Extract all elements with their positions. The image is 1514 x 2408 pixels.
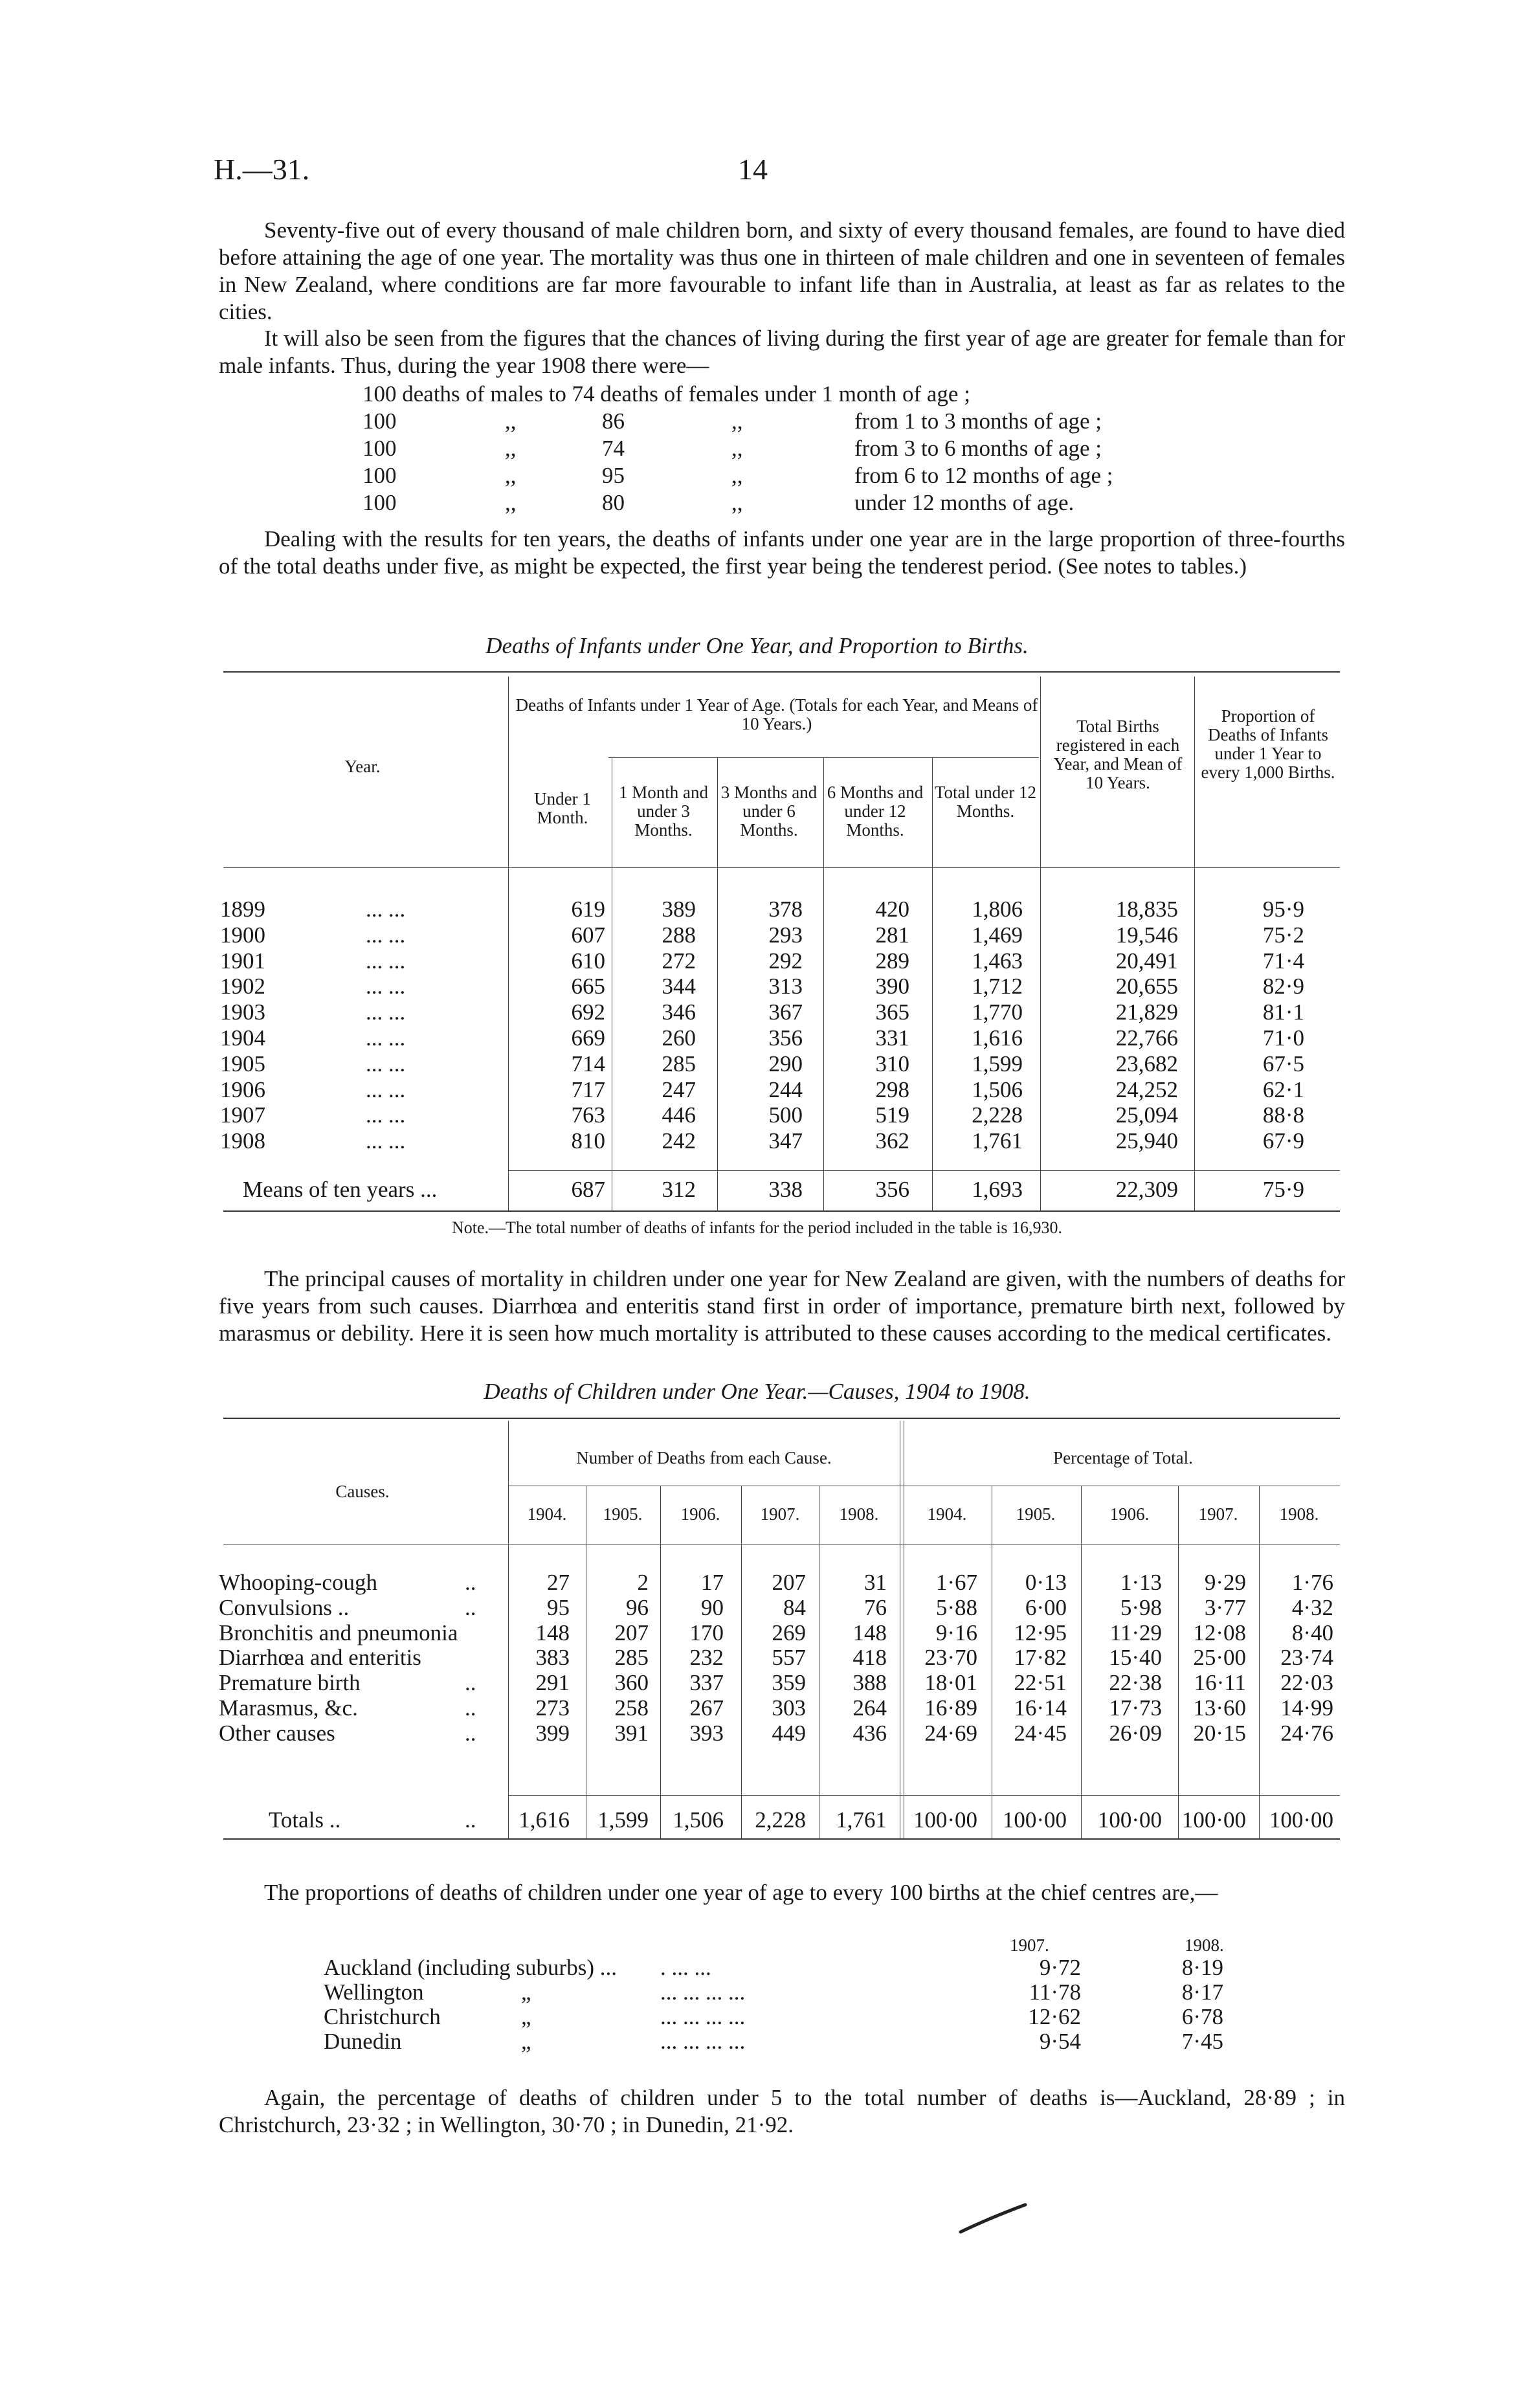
table1-cell: 810 bbox=[571, 1128, 605, 1154]
ratio-list bbox=[362, 381, 1204, 517]
centre-name: Christchurch bbox=[324, 2004, 441, 2029]
table1-means-cell: 312 bbox=[662, 1177, 696, 1202]
table1-col-3to6: 3 Months and under 6 Months. bbox=[720, 783, 818, 840]
table2-number-cell: 84 bbox=[783, 1594, 806, 1620]
table1-dots: ... ... bbox=[366, 948, 406, 974]
table2-year-header: 1906. bbox=[1109, 1504, 1150, 1524]
table1-dots: ... ... bbox=[366, 922, 406, 948]
table1-cell: 1,469 bbox=[972, 922, 1023, 948]
table2-total-number: 1,616 bbox=[518, 1807, 570, 1833]
table2-percent-cell: 0·13 bbox=[1025, 1570, 1067, 1595]
table1-cell: 610 bbox=[571, 948, 605, 974]
table1-cell: 446 bbox=[662, 1102, 696, 1128]
table2-number-cell: 17 bbox=[701, 1570, 724, 1595]
table1-cell: 260 bbox=[662, 1025, 696, 1051]
table1-cell: 288 bbox=[662, 922, 696, 948]
table1-dots: ... ... bbox=[366, 897, 406, 922]
table2-percent-cell: 1·76 bbox=[1291, 1570, 1333, 1595]
table1-cell: 763 bbox=[571, 1102, 605, 1128]
table2-percent-cell: 22·38 bbox=[1109, 1670, 1162, 1696]
table1-cell: 71·4 bbox=[1262, 948, 1304, 974]
table2-total-number: 1,506 bbox=[673, 1807, 724, 1833]
ratio-row: 100 ,, 95 ,, from 6 to 12 months of age ; bbox=[362, 463, 1113, 488]
table2-percent-cell: 23·74 bbox=[1280, 1645, 1333, 1671]
table1-year-cell: 1904 bbox=[220, 1025, 265, 1051]
table1-cell: 519 bbox=[875, 1102, 909, 1128]
table2-cause-cell: Diarrhœa and enteritis bbox=[219, 1645, 421, 1671]
centre-dots: ... ... ... ... bbox=[660, 2004, 746, 2029]
table2-year-header: 1907. bbox=[760, 1504, 800, 1524]
table1-cell: 281 bbox=[875, 922, 909, 948]
table1-cell: 62·1 bbox=[1262, 1076, 1304, 1102]
table2-percent-cell: 9·29 bbox=[1204, 1570, 1246, 1595]
table1-cell: 420 bbox=[875, 897, 909, 922]
table2-total-number: 1,761 bbox=[836, 1807, 887, 1833]
table1-year-cell: 1906 bbox=[220, 1076, 265, 1102]
ratio-row: 100 deaths of males to 74 deaths of females under 1 month of age ; bbox=[362, 381, 970, 407]
table1-means-cell: 356 bbox=[875, 1177, 909, 1202]
table2-totals-label: Totals .. bbox=[269, 1807, 341, 1833]
table1-year-cell: 1899 bbox=[220, 897, 265, 922]
ratio-row: 100 ,, 86 ,, from 1 to 3 months of age ; bbox=[362, 408, 1102, 434]
table2-number-cell: 359 bbox=[772, 1670, 806, 1696]
table2-percent-cell: 16·14 bbox=[1014, 1695, 1067, 1721]
table2-bottom-rule bbox=[223, 1838, 1340, 1840]
table1-cell: 313 bbox=[768, 974, 803, 999]
table2-percentage-header: Percentage of Total. bbox=[1053, 1448, 1193, 1467]
table2-number-cell: 264 bbox=[852, 1695, 887, 1721]
table2-number-cell: 207 bbox=[614, 1620, 649, 1645]
table1-year-cell: 1901 bbox=[220, 948, 265, 974]
centre-dots: ... ... ... ... bbox=[660, 2029, 746, 2054]
table1-cell: 2,228 bbox=[972, 1102, 1023, 1128]
table1-cell: 244 bbox=[768, 1076, 803, 1102]
table1-cell: 1,761 bbox=[972, 1128, 1023, 1154]
centre-1907-value: 11·78 bbox=[1029, 1979, 1081, 2005]
table2-year-header: 1904. bbox=[527, 1504, 567, 1524]
table2-percent-cell: 3·77 bbox=[1204, 1594, 1246, 1620]
table1-cell: 347 bbox=[768, 1128, 803, 1154]
table1-proportion-header: Proportion of Deaths of Infants under 1 Year to every 1,000 Births. bbox=[1201, 706, 1335, 782]
table1-year-cell: 1903 bbox=[220, 999, 265, 1025]
document-page: H.—31. 14 Seventy-five out of every thousand of male children born, and sixty of every thousand females, are found to have died before attaining the age of one year. The mortality was thus one in thirteen of male children and one in seventeen of females in New Zealand, where conditions are far more favourable to infant life than in Australia, at least as far as relates to the cities. It will also be seen from the figures that the chances of living during the first year of age are greater for female than for male infants. Thus, during the year 1908 there were— 100 deaths of males to 74 deaths of females under 1 month of age ; 100 ,, 86 ,, from 1 to 3 months of age ; 100 ,, 74 ,, from 3 to 6 months of age ; 100 ,, 95 ,, from 6 to 12 months of age ; 100 ,, 80 ,, under 12 months of age. Dealing with the results for ten years, the deaths of infants under one year are in the large proportion of three-fourths of the total deaths under five, as might be expected, the first year being the tenderest period. (See notes to tables.) Deaths of Infants under One Year, and Proportion to Births. Year. Deaths of Infants under 1 Year of Age. (Totals for each Year, and Means of 10 Years.) Under 1 Month. 1 Month and under 3 Months. 3 Months and under 6 Months. 6 Months and under 12 Months. Total under 12 Months. Total Births registered in each Year, and Mean of 10 Years. Proportion of Deaths of Infants under 1 Year to every 1,000 Births. 1899 ... ... 619 389 378 420 1,806 18,835 95·9 1900 ... ... 607 288 293 281 1,469 19,546 75·2 1901 ... ... 610 272 292 289 1,463 20,491 71·4 1902 ... ... 665 344 313 390 1,712 20,655 82·9 1903 ... ... 692 346 367 365 1,770 21,829 81·1 1904 ... ... 669 260 356 331 1,616 22,766 71·0 1905 ... ... 714 285 290 310 1,599 23,682 67·5 1906 ... ... 717 247 244 298 1,506 24,252 62·1 1907 ... ... 763 446 500 519 2,228 25,094 88·8 1908 ... ... 810 242 347 362 1,761 25,940 67·9 Means of ten years ... 687 312 338 356 1,693 22,309 75·9 Note.—The total number of deaths of infants for the period included in the table is 16,930. The principal causes of mortality in children under one year for New Zealand are given, with the numbers of deaths for five years from such causes. Diarrhœa and enteritis stand first in order of importance, premature birth next, followed by marasmus or debility. Here it is seen how much mortality is attributed to these causes according to the medical certificates. Deaths of Children under One Year.—Causes, 1904 to 1908. Causes. Number of Deaths from each Cause. Percentage of Total. 1904. 1904. 1905. 1905. 1906. 1906. 1907. 1907. 1908. 1908. Whooping-cough .. 27 2 17 207 31 1·67 0·13 1·13 9·29 1·76 Convulsions .. .. 95 96 90 84 76 5·88 6·00 5·98 3·77 4·32 Bronchitis and pneumonia 148 207 170 269 148 9·16 12·95 11·29 12·08 8·40 Diarrhœa and enteritis 383 285 232 557 418 23·70 17·82 15·40 25·00 23·74 Premature birth .. 291 360 337 359 388 18·01 22·51 22·38 16·11 22·03 Marasmus, &c. .. 273 258 267 303 264 16·89 16·14 17·73 13·60 14·99 Other causes .. 399 391 393 449 436 24·69 24·45 26·09 20·15 24·76 Totals .. .. 1,616 1,599 1,506 2,228 1,761 100·00 100·00 100·00 100·00 100·00 The proportions of deaths of children under one year of age to every 100 births at the chief centres are,— 1907. 1908. Auckland (including suburbs) ... . ... ... 9·72 8·19 Wellington „ ... ... ... ... 11·78 8·17 Christchurch „ ... ... ... ... 12·62 6·78 Dunedin „ ... ... ... ... 9·54 7·45 Again, the percentage of deaths of children under 5 to the total number of deaths is—Auckland, 28·89 ; in Christchurch, 23·32 ; in Wellington, 30·70 ; in Dunedin, 21·92. bbox=[0, 0, 1514, 2408]
table2-number-cell: 232 bbox=[689, 1645, 724, 1671]
table2-percent-cell: 16·11 bbox=[1194, 1670, 1246, 1696]
table1-cell: 500 bbox=[768, 1102, 803, 1128]
table1-means-cell: 687 bbox=[571, 1177, 605, 1202]
centre-1907-value: 12·62 bbox=[1028, 2004, 1081, 2029]
table2-total-percent: 100·00 bbox=[1181, 1807, 1246, 1833]
table2-number-cell: 399 bbox=[535, 1720, 570, 1746]
table1-cell: 1,770 bbox=[972, 999, 1023, 1025]
table1-group-header: Deaths of Infants under 1 Year of Age. (Totals for each Year, and Means of 10 Years.) bbox=[515, 695, 1038, 733]
table1-col-under1month: Under 1 Month. bbox=[534, 789, 591, 827]
table2-dots: .. bbox=[465, 1720, 476, 1746]
table1-cell: 272 bbox=[662, 948, 696, 974]
centre-1908-value: 7·45 bbox=[1181, 2029, 1223, 2054]
table1-cell: 67·5 bbox=[1262, 1051, 1304, 1076]
table2-year-header: 1905. bbox=[603, 1504, 643, 1524]
table2-total-percent: 100·00 bbox=[913, 1807, 977, 1833]
table2-total-percent: 100·00 bbox=[1097, 1807, 1162, 1833]
table1-cell: 23,682 bbox=[1115, 1051, 1178, 1076]
table1-cell: 75·2 bbox=[1262, 922, 1304, 948]
table2-number-cell: 273 bbox=[535, 1695, 570, 1721]
table1-cell: 22,766 bbox=[1115, 1025, 1178, 1051]
table2-percent-cell: 22·03 bbox=[1280, 1670, 1333, 1696]
table1-year-cell: 1902 bbox=[220, 974, 265, 999]
table2-number-cell: 557 bbox=[772, 1645, 806, 1671]
table2-cause-cell: Marasmus, &c. bbox=[219, 1695, 358, 1721]
table1-col-total: Total under 12 Months. bbox=[934, 783, 1037, 821]
table2-percent-cell: 12·08 bbox=[1193, 1620, 1246, 1645]
table2-percent-cell: 4·32 bbox=[1291, 1594, 1333, 1620]
table2-number-cell: 148 bbox=[535, 1620, 570, 1645]
table1-cell: 285 bbox=[662, 1051, 696, 1076]
table1-cell: 298 bbox=[875, 1076, 909, 1102]
table1-means-cell: 22,309 bbox=[1115, 1177, 1178, 1202]
table2-percent-cell: 22·51 bbox=[1014, 1670, 1067, 1696]
table1-col-6to12: 6 Months and under 12 Months. bbox=[827, 783, 924, 840]
table2-number-cell: 418 bbox=[852, 1645, 887, 1671]
table2-number-cell: 360 bbox=[614, 1670, 649, 1696]
table2-percent-cell: 14·99 bbox=[1280, 1695, 1333, 1721]
table1-year-cell: 1905 bbox=[220, 1051, 265, 1076]
table1-cell: 20,491 bbox=[1115, 948, 1178, 974]
table2-number-cell: 303 bbox=[772, 1695, 806, 1721]
table1-cell: 1,599 bbox=[972, 1051, 1023, 1076]
table1-cell: 310 bbox=[875, 1051, 909, 1076]
table2-percent-cell: 5·98 bbox=[1120, 1594, 1162, 1620]
table1-means-label: Means of ten years ... bbox=[243, 1177, 438, 1202]
centre-ditto: „ bbox=[521, 2004, 531, 2029]
centre-name: Dunedin bbox=[324, 2029, 402, 2054]
table1-year-cell: 1908 bbox=[220, 1128, 265, 1154]
causes-paragraph: The principal causes of mortality in children under one year for New Zealand are given, with the numbers of deaths for five years from such causes. Diarrhœa and enteritis stand first in order of importance, premature birth next, followed by marasmus or debility. Here it is seen how much mortality is attributed to these causes according to the medical certificates. bbox=[219, 1266, 1345, 1346]
table1-cell: 88·8 bbox=[1262, 1102, 1304, 1128]
table1-cell: 362 bbox=[875, 1128, 909, 1154]
table1-dots: ... ... bbox=[366, 1102, 406, 1128]
table2-number-cell: 96 bbox=[626, 1594, 649, 1620]
centre-1908-value: 6·78 bbox=[1181, 2004, 1223, 2029]
table2-number-cell: 207 bbox=[772, 1570, 806, 1595]
table2-total-percent: 100·00 bbox=[1269, 1807, 1333, 1833]
ratio-row: 100 ,, 74 ,, from 3 to 6 months of age ; bbox=[362, 436, 1102, 461]
table2-number-cell: 285 bbox=[614, 1645, 649, 1671]
table2-year-header: 1907. bbox=[1198, 1504, 1238, 1524]
table2-number-cell: 170 bbox=[689, 1620, 724, 1645]
table2-total-percent: 100·00 bbox=[1002, 1807, 1067, 1833]
table1-cell: 293 bbox=[768, 922, 803, 948]
table2-number-cell: 148 bbox=[852, 1620, 887, 1645]
table1-year-cell: 1900 bbox=[220, 922, 265, 948]
table2-number-cell: 31 bbox=[864, 1570, 887, 1595]
table2-percent-cell: 15·40 bbox=[1109, 1645, 1162, 1671]
table2-percent-cell: 5·88 bbox=[935, 1594, 977, 1620]
table2-percent-cell: 9·16 bbox=[935, 1620, 977, 1645]
table2-cause-cell: Bronchitis and pneumonia bbox=[219, 1620, 458, 1645]
table2-top-rule bbox=[223, 1418, 1340, 1419]
centre-1907-value: 9·54 bbox=[1039, 2029, 1081, 2054]
table1-dots: ... ... bbox=[366, 999, 406, 1025]
intro-paragraph-1: Seventy-five out of every thousand of male children born, and sixty of every thousand females, are found to have died before attaining the age of one year. The mortality was thus one in thirteen of male children and one in seventeen of females in New Zealand, where conditions are far more favourable to infant life than in Australia, at least as far as relates to the cities. bbox=[219, 217, 1345, 324]
table2-cause-cell: Convulsions .. bbox=[219, 1594, 350, 1620]
table1-cell: 346 bbox=[662, 999, 696, 1025]
table2-number-cell: 393 bbox=[689, 1720, 724, 1746]
table1-cell: 367 bbox=[768, 999, 803, 1025]
table2-causes-header: Causes. bbox=[335, 1482, 390, 1501]
table2-cause-cell: Other causes bbox=[219, 1720, 335, 1746]
table2-title: Deaths of Children under One Year.—Causes, 1904 to 1908. bbox=[484, 1379, 1030, 1404]
closing-paragraph: Again, the percentage of deaths of children under 5 to the total number of deaths is—Auckland, 28·89 ; in Christchurch, 23·32 ; in Wellington, 30·70 ; in Dunedin, 21·92. bbox=[219, 2085, 1345, 2137]
table2-percent-cell: 8·40 bbox=[1291, 1620, 1333, 1645]
table2-number-cell: 76 bbox=[864, 1594, 887, 1620]
table1-cell: 247 bbox=[662, 1076, 696, 1102]
table1-year-header: Year. bbox=[344, 757, 381, 776]
table2-percent-cell: 24·69 bbox=[924, 1720, 977, 1746]
table1-cell: 389 bbox=[662, 897, 696, 922]
table1-means-rule bbox=[508, 1170, 1340, 1171]
table1-cell: 19,546 bbox=[1115, 922, 1178, 948]
table1-cell: 1,712 bbox=[972, 974, 1023, 999]
table1-cell: 18,835 bbox=[1115, 897, 1178, 922]
table2-percent-cell: 24·76 bbox=[1280, 1720, 1333, 1746]
table1-cell: 25,940 bbox=[1115, 1128, 1178, 1154]
table1-cell: 619 bbox=[571, 897, 605, 922]
table1-dots: ... ... bbox=[366, 1076, 406, 1102]
table2-percent-cell: 13·60 bbox=[1193, 1695, 1246, 1721]
table2-number-cell: 391 bbox=[614, 1720, 649, 1746]
table1-dots: ... ... bbox=[366, 1051, 406, 1076]
table1-cell: 25,094 bbox=[1115, 1102, 1178, 1128]
document-reference: H.—31. bbox=[214, 153, 310, 186]
table1-cell: 607 bbox=[571, 922, 605, 948]
table1-cell: 242 bbox=[662, 1128, 696, 1154]
centres-year-1908: 1908. bbox=[1185, 1935, 1224, 1955]
table2-number-cell: 337 bbox=[689, 1670, 724, 1696]
table2-number-cell: 27 bbox=[547, 1570, 570, 1595]
table1-top-rule bbox=[223, 671, 1340, 673]
table1-cell: 1,616 bbox=[972, 1025, 1023, 1051]
table1-cell: 1,506 bbox=[972, 1076, 1023, 1102]
table2-percent-cell: 11·29 bbox=[1109, 1620, 1162, 1645]
centre-1908-value: 8·17 bbox=[1181, 1979, 1223, 2005]
table2-percent-cell: 17·82 bbox=[1014, 1645, 1067, 1671]
table2-number-header: Number of Deaths from each Cause. bbox=[576, 1448, 832, 1467]
table1-cell: 71·0 bbox=[1262, 1025, 1304, 1051]
table1-cell: 21,829 bbox=[1115, 999, 1178, 1025]
table1-cell: 292 bbox=[768, 948, 803, 974]
table1-cell: 95·9 bbox=[1262, 897, 1304, 922]
table2-percent-cell: 16·89 bbox=[924, 1695, 977, 1721]
table2-dots: .. bbox=[465, 1570, 476, 1595]
table1-cell: 81·1 bbox=[1262, 999, 1304, 1025]
table1-note: Note.—The total number of deaths of infants for the period included in the table is 16,930. bbox=[452, 1218, 1062, 1237]
table1-title: Deaths of Infants under One Year, and Proportion to Births. bbox=[485, 633, 1029, 658]
centre-dots: . ... ... bbox=[660, 1955, 711, 1980]
table2-number-cell: 388 bbox=[852, 1670, 887, 1696]
table2-year-header: 1908. bbox=[839, 1504, 879, 1524]
table1-cell: 289 bbox=[875, 948, 909, 974]
table2-percent-cell: 1·67 bbox=[935, 1570, 977, 1595]
table2-number-cell: 269 bbox=[772, 1620, 806, 1645]
page-number: 14 bbox=[738, 153, 768, 186]
table2-dots: .. bbox=[465, 1670, 476, 1696]
table2-percent-cell: 12·95 bbox=[1014, 1620, 1067, 1645]
table2-percent-cell: 17·73 bbox=[1109, 1695, 1162, 1721]
table1-dots: ... ... bbox=[366, 1128, 406, 1154]
table1-cell: 669 bbox=[571, 1025, 605, 1051]
table1-cell: 82·9 bbox=[1262, 974, 1304, 999]
table1-cell: 717 bbox=[571, 1076, 605, 1102]
table2-cause-cell: Whooping-cough bbox=[219, 1570, 377, 1595]
centre-1907-value: 9·72 bbox=[1039, 1955, 1081, 1980]
centre-dots: ... ... ... ... bbox=[660, 1979, 746, 2005]
table2-number-cell: 90 bbox=[701, 1594, 724, 1620]
table2-number-cell: 267 bbox=[689, 1695, 724, 1721]
table1-cell: 378 bbox=[768, 897, 803, 922]
table1-means-cell: 1,693 bbox=[972, 1177, 1023, 1202]
table2-number-cell: 258 bbox=[614, 1695, 649, 1721]
table1-year-cell: 1907 bbox=[220, 1102, 265, 1128]
table2-number-cell: 2 bbox=[637, 1570, 649, 1595]
table2-percent-cell: 25·00 bbox=[1193, 1645, 1246, 1671]
table1-births-header: Total Births registered in each Year, and Mean of 10 Years. bbox=[1053, 717, 1183, 792]
table1-cell: 1,806 bbox=[972, 897, 1023, 922]
centre-name: Auckland (including suburbs) ... bbox=[324, 1955, 617, 1980]
table1-cell: 714 bbox=[571, 1051, 605, 1076]
table2-year-header: 1904. bbox=[927, 1504, 967, 1524]
table2-year-header: 1905. bbox=[1016, 1504, 1056, 1524]
table1-bottom-rule bbox=[223, 1210, 1340, 1212]
table2-percent-cell: 23·70 bbox=[924, 1645, 977, 1671]
table1-cell: 1,463 bbox=[972, 948, 1023, 974]
table2-number-cell: 436 bbox=[852, 1720, 887, 1746]
table1-dots: ... ... bbox=[366, 974, 406, 999]
table2-number-cell: 449 bbox=[772, 1720, 806, 1746]
table2-percent-cell: 26·09 bbox=[1109, 1720, 1162, 1746]
table1-cell: 290 bbox=[768, 1051, 803, 1076]
centre-ditto: „ bbox=[521, 1979, 531, 2005]
table1-cell: 24,252 bbox=[1115, 1076, 1178, 1102]
table1-means-cell: 75·9 bbox=[1262, 1177, 1304, 1202]
table2-number-cell: 95 bbox=[547, 1594, 570, 1620]
centre-1908-value: 8·19 bbox=[1181, 1955, 1223, 1980]
intro-paragraph-2: It will also be seen from the figures that the chances of living during the first year of age are greater for female than for male infants. Thus, during the year 1908 there were— bbox=[219, 326, 1345, 378]
centre-name: Wellington bbox=[324, 1979, 424, 2005]
table2-dots: .. bbox=[465, 1594, 476, 1620]
centres-paragraph: The proportions of deaths of children under one year of age to every 100 births at the chief centres are,— bbox=[264, 1880, 1218, 1905]
table2-year-header: 1906. bbox=[680, 1504, 720, 1524]
centre-ditto: „ bbox=[521, 2029, 531, 2054]
table1-cell: 665 bbox=[571, 974, 605, 999]
pen-mark bbox=[958, 2200, 1029, 2238]
table2-number-cell: 383 bbox=[535, 1645, 570, 1671]
table1-cell: 331 bbox=[875, 1025, 909, 1051]
table1-cell: 344 bbox=[662, 974, 696, 999]
table2-percent-cell: 6·00 bbox=[1025, 1594, 1067, 1620]
table2-number-cell: 291 bbox=[535, 1670, 570, 1696]
table1-header-rule bbox=[223, 867, 1340, 868]
table2-percent-cell: 20·15 bbox=[1193, 1720, 1246, 1746]
ratio-row: 100 ,, 80 ,, under 12 months of age. bbox=[362, 490, 1074, 515]
table2-dots: .. bbox=[465, 1695, 476, 1721]
intro-paragraph-3: Dealing with the results for ten years, the deaths of infants under one year are in the large proportion of three-fourths of the total deaths under five, as might be expected, the first year being the tenderest period. (See notes to tables.) bbox=[219, 526, 1345, 579]
table1-means-cell: 338 bbox=[768, 1177, 803, 1202]
table1-dots: ... ... bbox=[366, 1025, 406, 1051]
table1-cell: 67·9 bbox=[1262, 1128, 1304, 1154]
table1-col-1to3: 1 Month and under 3 Months. bbox=[619, 783, 708, 840]
centres-year-1907: 1907. bbox=[1010, 1935, 1049, 1955]
table1-cell: 692 bbox=[571, 999, 605, 1025]
table2-cause-cell: Premature birth bbox=[219, 1670, 361, 1696]
table2-percent-cell: 1·13 bbox=[1120, 1570, 1162, 1595]
table2-total-number: 2,228 bbox=[755, 1807, 806, 1833]
table2-percent-cell: 18·01 bbox=[924, 1670, 977, 1696]
table2-total-number: 1,599 bbox=[597, 1807, 649, 1833]
table2-year-header: 1908. bbox=[1279, 1504, 1319, 1524]
table2-percent-cell: 24·45 bbox=[1014, 1720, 1067, 1746]
table1-cell: 356 bbox=[768, 1025, 803, 1051]
table1-cell: 20,655 bbox=[1115, 974, 1178, 999]
table1-cell: 365 bbox=[875, 999, 909, 1025]
table1-cell: 390 bbox=[875, 974, 909, 999]
